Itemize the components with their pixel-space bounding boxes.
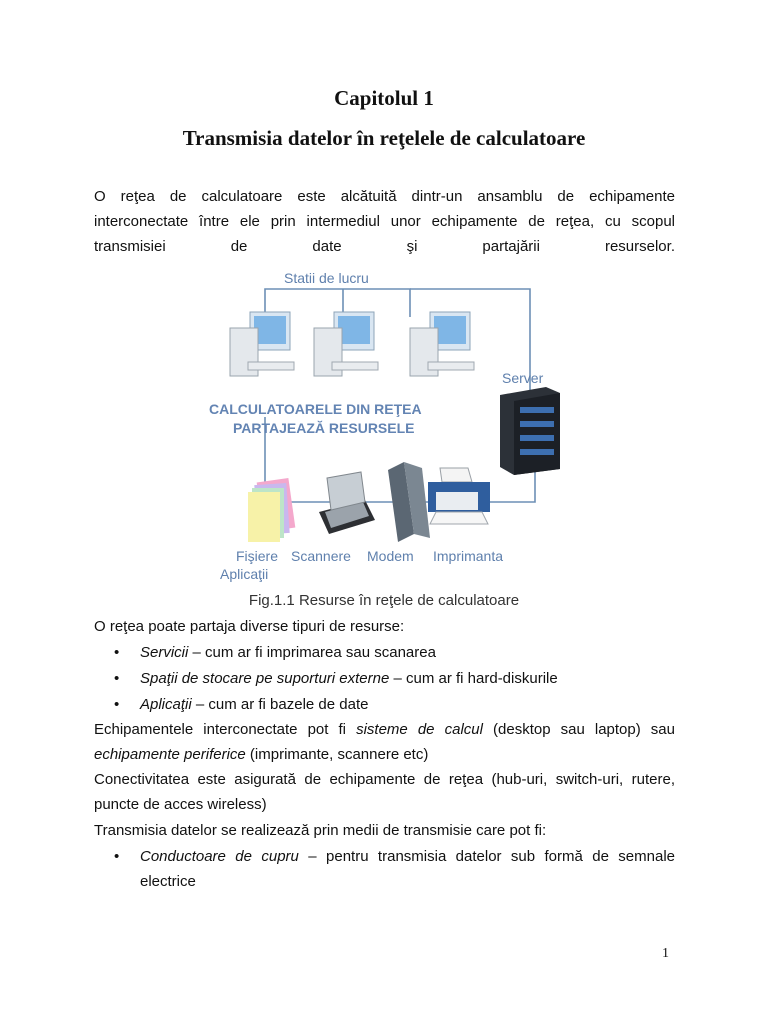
list-item-text: – pentru transmisia datelor sub formă de semnale electrice xyxy=(140,848,676,890)
scanners-label: Scannere xyxy=(291,548,351,564)
bullet-icon: • xyxy=(114,644,120,661)
scanner-icon xyxy=(319,472,375,534)
list-item-term: Servicii xyxy=(140,644,189,661)
center-text-line1: CALCULATOARELE DIN REŢEA xyxy=(209,401,422,417)
files-label: Fişiere xyxy=(236,548,279,564)
printer-icon xyxy=(428,468,490,524)
bullet-icon: • xyxy=(114,696,120,713)
workstation-icon xyxy=(230,312,294,376)
connectivity-paragraph: Conectivitatea este asigurată de echipamente de reţea (hub-uri, switch-uri, rutere, puncte de acces wireless) xyxy=(94,771,675,813)
chapter-heading: Capitolul 1 xyxy=(334,86,434,110)
workstation-icon xyxy=(410,312,474,376)
equipment-text-1: Echipamentele interconectate pot fi xyxy=(94,721,357,738)
list-item-text: – cum ar fi imprimarea sau scanarea xyxy=(188,644,436,661)
center-text-line2: PARTAJEAZĂ RESURSELE xyxy=(233,420,415,436)
list-item-text: – cum ar fi bazele de date xyxy=(191,696,369,713)
workstation-icon xyxy=(314,312,378,376)
bullet-icon: • xyxy=(114,670,120,687)
resources-lead: O reţea poate partaja diverse tipuri de resurse: xyxy=(94,618,405,635)
equipment-paragraph xyxy=(94,717,675,767)
list-item-term: Spaţii de stocare pe suporturi externe xyxy=(140,670,390,687)
list-item-term: Conductoare de cupru xyxy=(140,848,299,865)
page-number: 1 xyxy=(662,946,669,961)
network-figure xyxy=(200,262,570,587)
equipment-text-3: (imprimante, scannere etc) xyxy=(245,746,429,763)
server-icon xyxy=(500,387,560,475)
equipment-text-2: (desktop sau laptop) sau xyxy=(482,721,675,738)
modem-icon xyxy=(388,462,430,542)
intro-text: O reţea de calculatoare este alcătuită dintr-un ansamblu de echipamente interconectate între ele prin intermediul unor echipamente de reţea, cu scopul transmisiei de date şi partajării resurselor. xyxy=(94,188,675,255)
modem-label: Modem xyxy=(367,548,414,564)
printer-label: Imprimanta xyxy=(433,548,504,564)
network-diagram xyxy=(200,262,570,587)
intro-paragraph xyxy=(94,184,675,259)
bullet-icon: • xyxy=(114,848,120,865)
list-item-text: – cum ar fi hard-diskurile xyxy=(389,670,558,687)
chapter-title: Transmisia datelor în reţelele de calculatoare xyxy=(182,126,586,150)
applications-label: Aplicaţii xyxy=(220,566,269,582)
media-lead: Transmisia datelor se realizează prin medii de transmisie care pot fi: xyxy=(94,822,547,839)
equipment-em-2: echipamente periferice xyxy=(94,746,246,763)
server-label: Server xyxy=(502,370,544,386)
list-item-term: Aplicaţii xyxy=(140,696,192,713)
equipment-em-1: sisteme de calcul xyxy=(356,721,483,738)
workstations-label: Statii de lucru xyxy=(284,270,369,286)
files-icon xyxy=(248,478,295,542)
figure-caption: Fig.1.1 Resurse în reţele de calculatoare xyxy=(248,592,520,609)
